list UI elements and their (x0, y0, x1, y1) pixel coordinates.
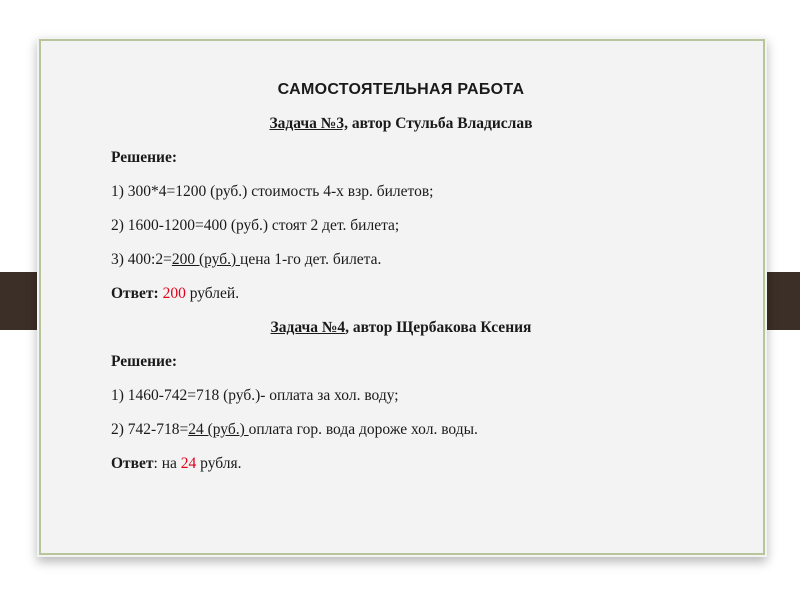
task3-step-3-result: 200 (руб.) (171, 251, 241, 268)
task3-step-2: 2) 1600-1200=400 (руб.) стоят 2 дет. билета; (111, 217, 400, 234)
task4-step-1: 1) 1460-742=718 (руб.)- оплата за хол. воду; (111, 387, 399, 404)
task3-step-3-prefix: 3) 400:2= (111, 251, 172, 268)
task3-answer-value: 200 (162, 285, 186, 302)
task4-solution-label: Решение: (111, 353, 178, 370)
task4-heading-link: Задача №4 (270, 319, 346, 336)
slide-title: САМОСТОЯТЕЛЬНАЯ РАБОТА (277, 81, 525, 98)
task3-answer (111, 285, 691, 303)
task4-step-2-prefix: 2) 742-718= (111, 421, 189, 438)
task4-heading-author: , автор Щербакова Ксения (345, 319, 532, 336)
task3-solution-label: Решение: (111, 149, 178, 166)
task4-answer-value: 24 (180, 455, 197, 472)
slide-content (111, 81, 691, 489)
task4-answer-label: Ответ (111, 455, 154, 472)
task4-answer-unit: рубля. (196, 455, 242, 472)
task4-answer (111, 455, 691, 473)
task3-step-3-suffix: цена 1-го дет. билета. (240, 251, 382, 268)
task3-heading-author: автор Стульба Владислав (347, 115, 533, 132)
task4-step-2-suffix: оплата гор. вода дороже хол. воды. (248, 421, 478, 438)
task4-heading (111, 319, 691, 337)
task3-heading (111, 115, 691, 133)
task3-answer-label: Ответ: (111, 285, 159, 302)
task4-step-2 (111, 421, 691, 439)
task3-step-1: 1) 300*4=1200 (руб.) стоимость 4-х взр. билетов; (111, 183, 434, 200)
slide (37, 37, 767, 557)
task3-step-3 (111, 251, 691, 269)
task4-step-2-result: 24 (руб.) (188, 421, 249, 438)
task3-heading-link: Задача №3, (269, 115, 348, 132)
task4-answer-colon: : на (153, 455, 181, 472)
task3-answer-unit: рублей. (185, 285, 240, 302)
